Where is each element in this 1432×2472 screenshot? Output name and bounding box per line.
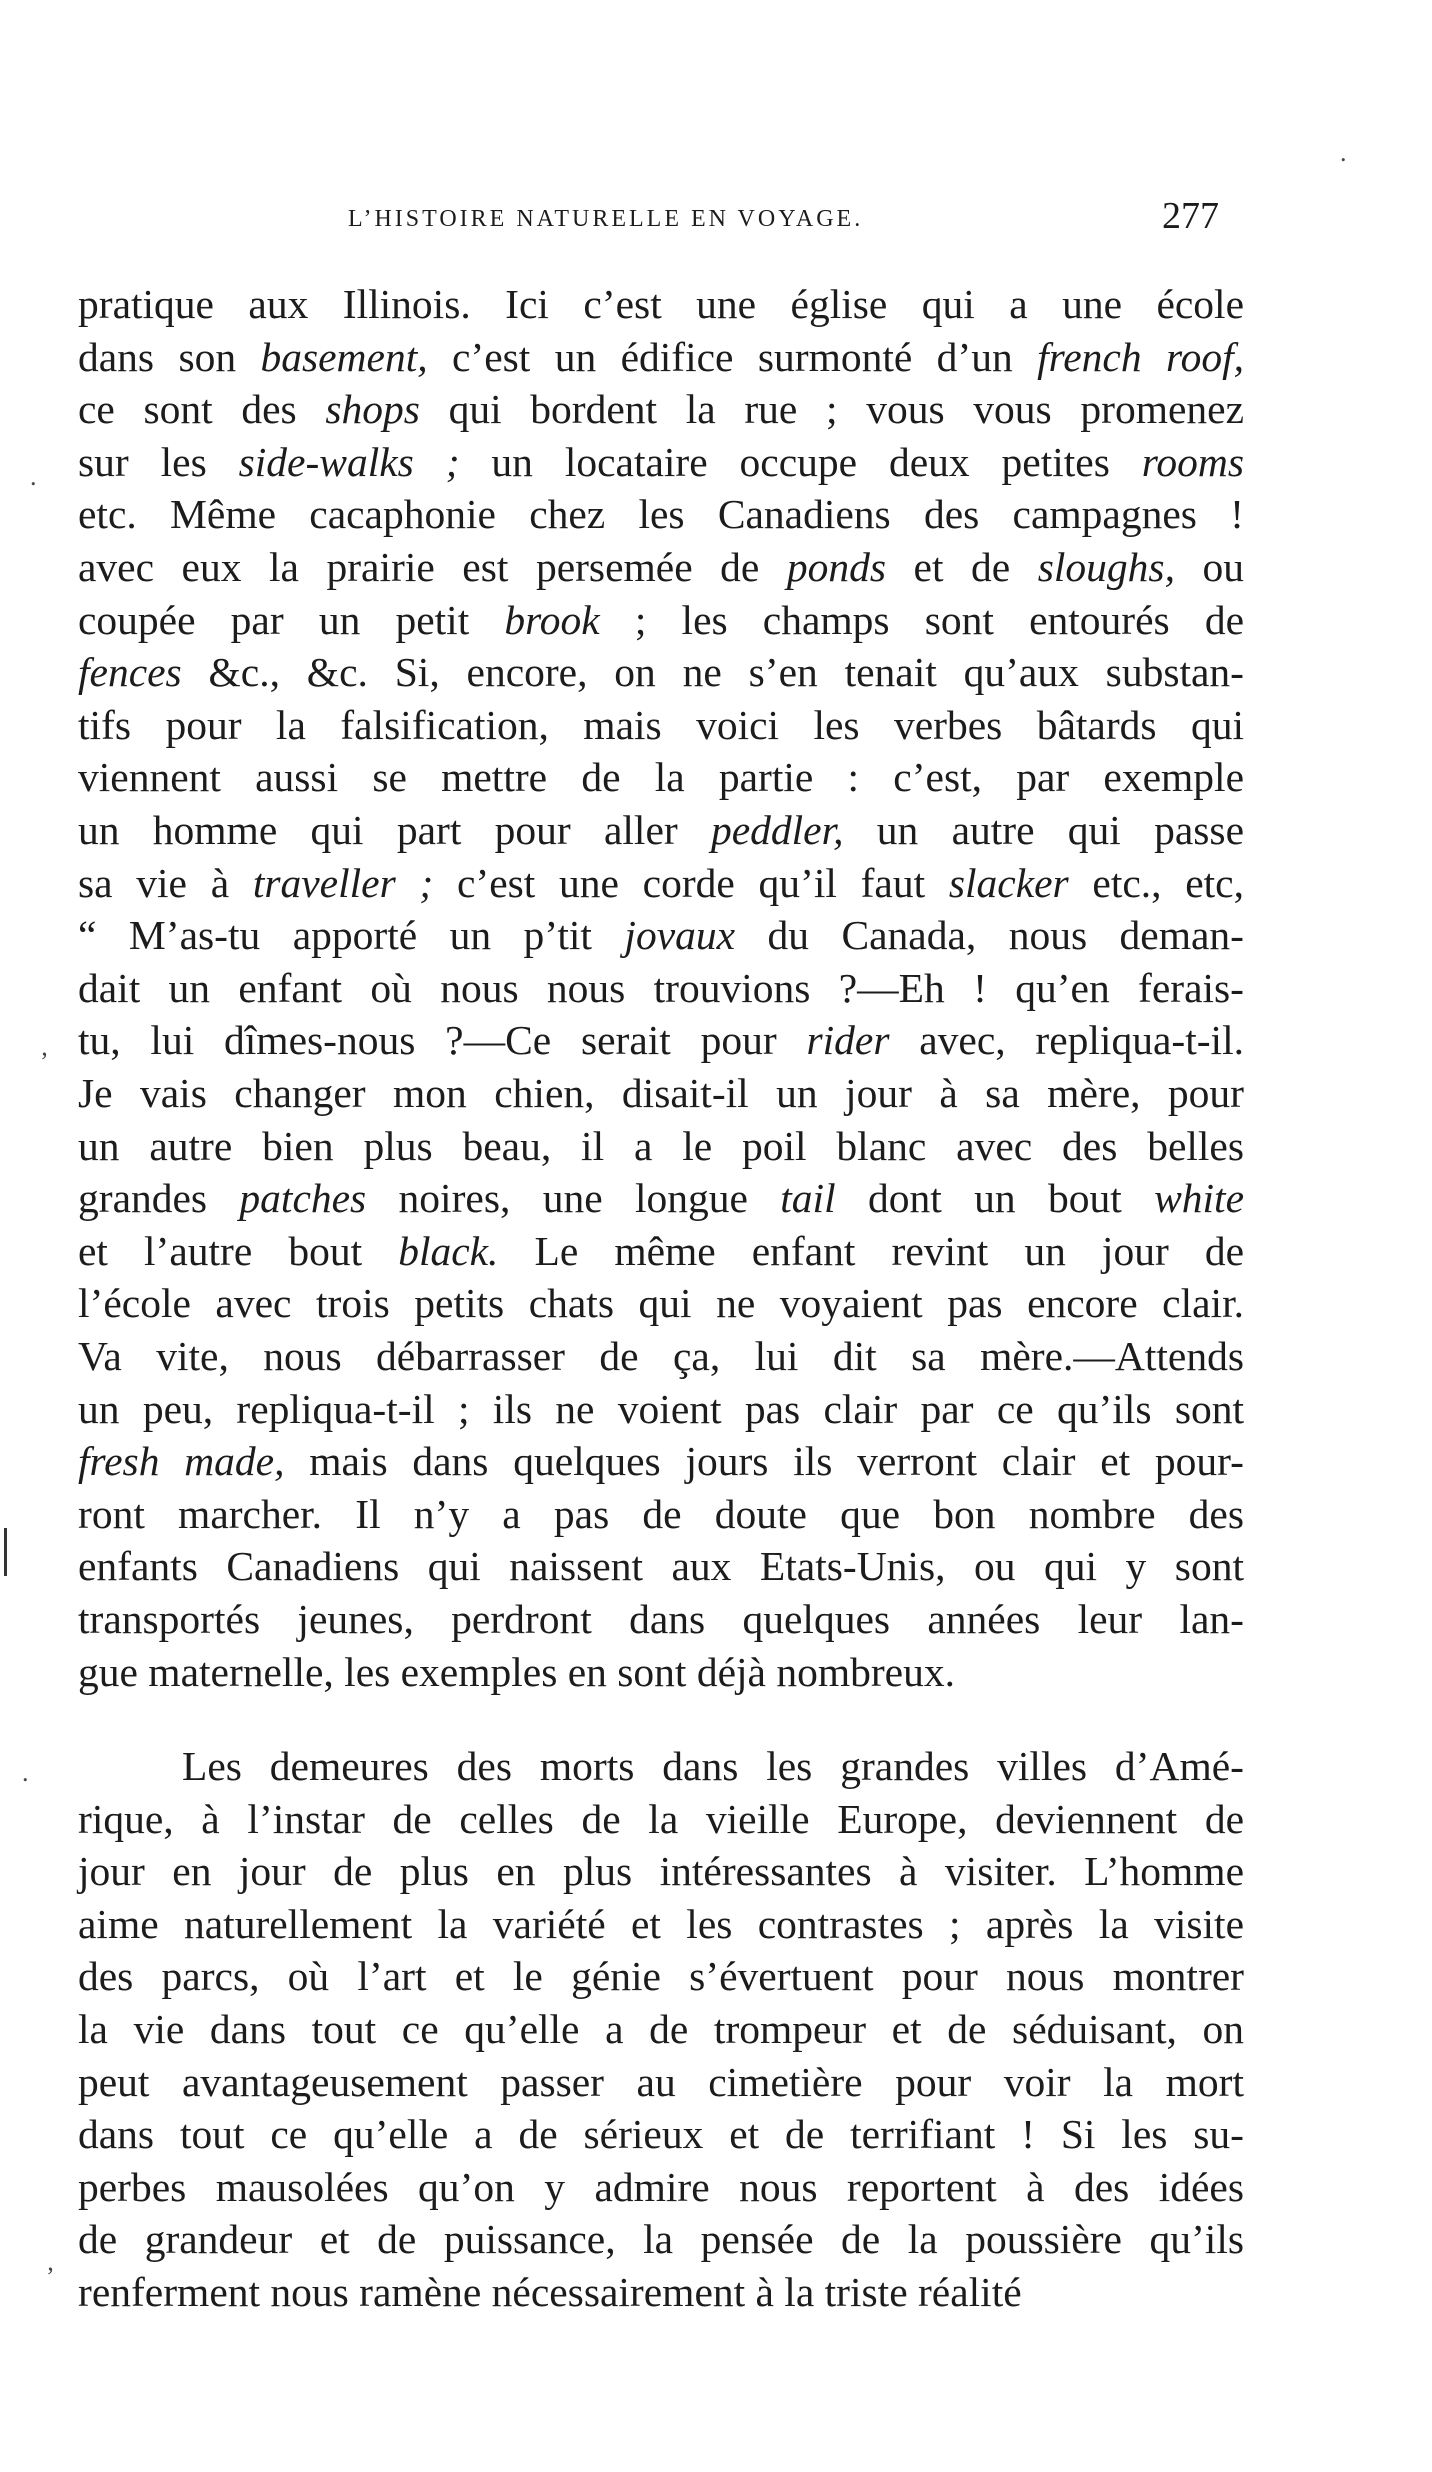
italic-english-word: french roof,	[1037, 333, 1244, 380]
margin-dot: .	[30, 462, 37, 491]
text-segment: un homme qui part pour aller	[78, 807, 711, 853]
text-segment: Les demeures des morts dans les grandes villes d’Amé-	[182, 1743, 1244, 1789]
text-line	[78, 2108, 1244, 2160]
text-line	[78, 2266, 1244, 2318]
text-line	[78, 2161, 1244, 2213]
italic-english-word: tail	[780, 1175, 836, 1222]
text-line	[78, 1277, 1244, 1329]
text-line	[78, 909, 1244, 961]
text-segment: noires, une longue	[366, 1175, 781, 1222]
text-line	[78, 594, 1244, 646]
text-line	[78, 1014, 1244, 1066]
text-segment: Va vite, nous débarrasser de ça, lui dit sa mère.—Attends	[78, 1333, 1244, 1379]
text-segment: mais dans quelques jours ils verront clair et pour-	[284, 1438, 1244, 1485]
italic-english-word: slacker	[948, 859, 1069, 906]
italic-english-word: basement,	[260, 333, 428, 380]
text-line	[78, 436, 1244, 488]
text-line	[78, 1646, 1244, 1698]
text-segment: ; les champs sont entourés de	[599, 596, 1244, 643]
margin-scan-mark	[4, 1528, 7, 1576]
text-line	[78, 1488, 1244, 1540]
italic-english-word: white	[1154, 1175, 1245, 1222]
text-line	[78, 962, 1244, 1014]
margin-comma: ’	[46, 2262, 55, 2291]
text-segment: transportés jeunes, perdront dans quelques années leur lan-	[78, 1596, 1244, 1642]
text-segment: de grandeur et de puissance, la pensée de la poussière qu’ils	[78, 2216, 1244, 2263]
text-line	[78, 1793, 1244, 1845]
text-segment: et de	[886, 544, 1038, 590]
text-segment: etc. Même cacaphonie chez les Canadiens des campagnes !	[78, 491, 1244, 538]
text-segment: un autre qui passe	[843, 807, 1244, 853]
text-line	[78, 2056, 1244, 2108]
text-segment: c’est un édifice surmonté d’un	[427, 333, 1038, 380]
text-segment: Le même enfant revint un jour de	[498, 1227, 1244, 1274]
text-segment: viennent aussi se mettre de la partie : c’est, par exemple	[78, 754, 1244, 801]
text-line	[78, 541, 1244, 593]
text-segment: perbes mausolées qu’on y admire nous reportent à des idées	[78, 2163, 1244, 2210]
text-line	[78, 1950, 1244, 2002]
text-segment: du Canada, nous deman-	[735, 912, 1244, 959]
text-segment: renferment nous ramène nécessairement à la triste réalité	[78, 2269, 1022, 2315]
text-segment: avec eux la prairie est persemée de	[78, 544, 787, 590]
text-segment: enfants Canadiens qui naissent aux Etats-Unis, ou qui y sont	[78, 1543, 1244, 1590]
text-line	[78, 383, 1244, 435]
text-segment: sa vie à	[78, 859, 253, 906]
running-header: L’HISTOIRE NATURELLE EN VOYAGE.	[348, 206, 864, 232]
text-line	[78, 857, 1244, 909]
text-segment: ront marcher. Il n’y a pas de doute que bon nombre des	[78, 1490, 1244, 1537]
italic-english-word: patches	[239, 1175, 367, 1222]
text-line	[78, 1435, 1244, 1487]
text-segment: dait un enfant où nous nous trouvions ?—Eh ! qu’en ferais-	[78, 964, 1244, 1011]
text-segment: l’école avec trois petits chats qui ne voyaient pas encore clair.	[78, 1280, 1244, 1327]
text-segment: rique, à l’instar de celles de la vieille Europe, deviennent de	[78, 1795, 1244, 1842]
text-segment: des parcs, où l’art et le génie s’évertuent pour nous montrer	[78, 1953, 1244, 2000]
margin-tick: ‚	[40, 1032, 49, 1061]
text-line	[78, 1898, 1244, 1950]
text-line	[78, 1593, 1244, 1645]
text-segment: dans son	[78, 333, 261, 380]
text-segment: &c., &c. Si, encore, on ne s’en tenait qu’aux substan-	[181, 649, 1244, 696]
text-segment: un locataire occupe deux petites	[459, 438, 1142, 485]
italic-english-word: sloughs,	[1037, 544, 1175, 590]
italic-english-word: ponds	[786, 544, 887, 590]
text-segment: tu, lui dîmes-nous ?—Ce serait pour	[78, 1017, 807, 1064]
text-segment: Je vais changer mon chien, disait-il un jour à sa mère, pour	[78, 1070, 1244, 1116]
text-segment: qui bordent la rue ; vous vous promenez	[419, 386, 1244, 433]
text-segment: aime naturellement la variété et les contrastes ; après la visite	[78, 1900, 1244, 1947]
text-line	[78, 1225, 1244, 1277]
text-line	[78, 646, 1244, 698]
text-segment: etc., etc,	[1068, 859, 1244, 906]
text-segment: gue maternelle, les exemples en sont déjà nombreux.	[78, 1648, 955, 1695]
italic-english-word: shops	[325, 386, 420, 433]
text-segment: ce sont des	[78, 386, 326, 433]
text-segment: un autre bien plus beau, il a le poil blanc avec des belles	[78, 1122, 1244, 1169]
italic-english-word: fences	[78, 649, 182, 696]
italic-english-word: rooms	[1141, 438, 1244, 485]
italic-english-word: jovaux	[624, 912, 736, 959]
text-segment: la vie dans tout ce qu’elle a de trompeur et de séduisant, on	[78, 2006, 1244, 2052]
text-line	[78, 699, 1244, 751]
italic-english-word: rider	[806, 1017, 890, 1064]
text-line	[78, 751, 1244, 803]
margin-dot: .	[22, 1758, 29, 1787]
text-line	[182, 1740, 1244, 1792]
italic-english-word: traveller ;	[252, 859, 434, 906]
italic-english-word: side-walks ;	[238, 438, 460, 485]
text-line	[78, 1172, 1244, 1224]
italic-english-word: black.	[398, 1227, 499, 1274]
text-segment: pratique aux Illinois. Ici c’est une église qui a une école	[78, 281, 1244, 327]
text-segment: sur les	[78, 438, 239, 485]
page-number: 277	[1162, 195, 1219, 237]
text-line	[78, 2003, 1244, 2055]
text-segment: peut avantageusement passer au cimetière pour voir la mort	[78, 2058, 1244, 2105]
text-line	[78, 331, 1244, 383]
text-segment: c’est une corde qu’il faut	[433, 859, 949, 906]
text-line	[78, 1120, 1244, 1172]
text-segment: dans tout ce qu’elle a de sérieux et de terrifiant ! Si les su-	[78, 2111, 1244, 2158]
text-line	[78, 1383, 1244, 1435]
text-line	[78, 804, 1244, 856]
text-segment: dont un bout	[835, 1175, 1155, 1222]
text-line	[78, 1067, 1244, 1119]
text-line	[78, 1845, 1244, 1897]
text-segment: “ M’as-tu apporté un p’tit	[78, 912, 625, 959]
italic-english-word: peddler,	[710, 807, 844, 853]
text-line	[78, 278, 1244, 330]
italic-english-word: brook	[504, 596, 600, 643]
text-line	[78, 1540, 1244, 1592]
margin-dot: .	[1340, 138, 1347, 167]
text-segment: coupée par un petit	[78, 596, 505, 643]
text-line	[78, 1330, 1244, 1382]
text-segment: tifs pour la falsification, mais voici les verbes bâtards qui	[78, 701, 1244, 748]
text-segment: un peu, repliqua-t-il ; ils ne voient pas clair par ce qu’ils sont	[78, 1385, 1244, 1432]
text-line	[78, 488, 1244, 540]
text-segment: avec, repliqua-t-il.	[889, 1017, 1244, 1064]
text-segment: jour en jour de plus en plus intéressantes à visiter. L’homme	[78, 1848, 1244, 1895]
text-segment: ou	[1174, 544, 1245, 590]
text-line	[78, 2213, 1244, 2265]
italic-english-word: fresh made,	[78, 1438, 285, 1485]
text-segment: grandes	[78, 1175, 240, 1222]
text-segment: et l’autre bout	[78, 1227, 399, 1274]
